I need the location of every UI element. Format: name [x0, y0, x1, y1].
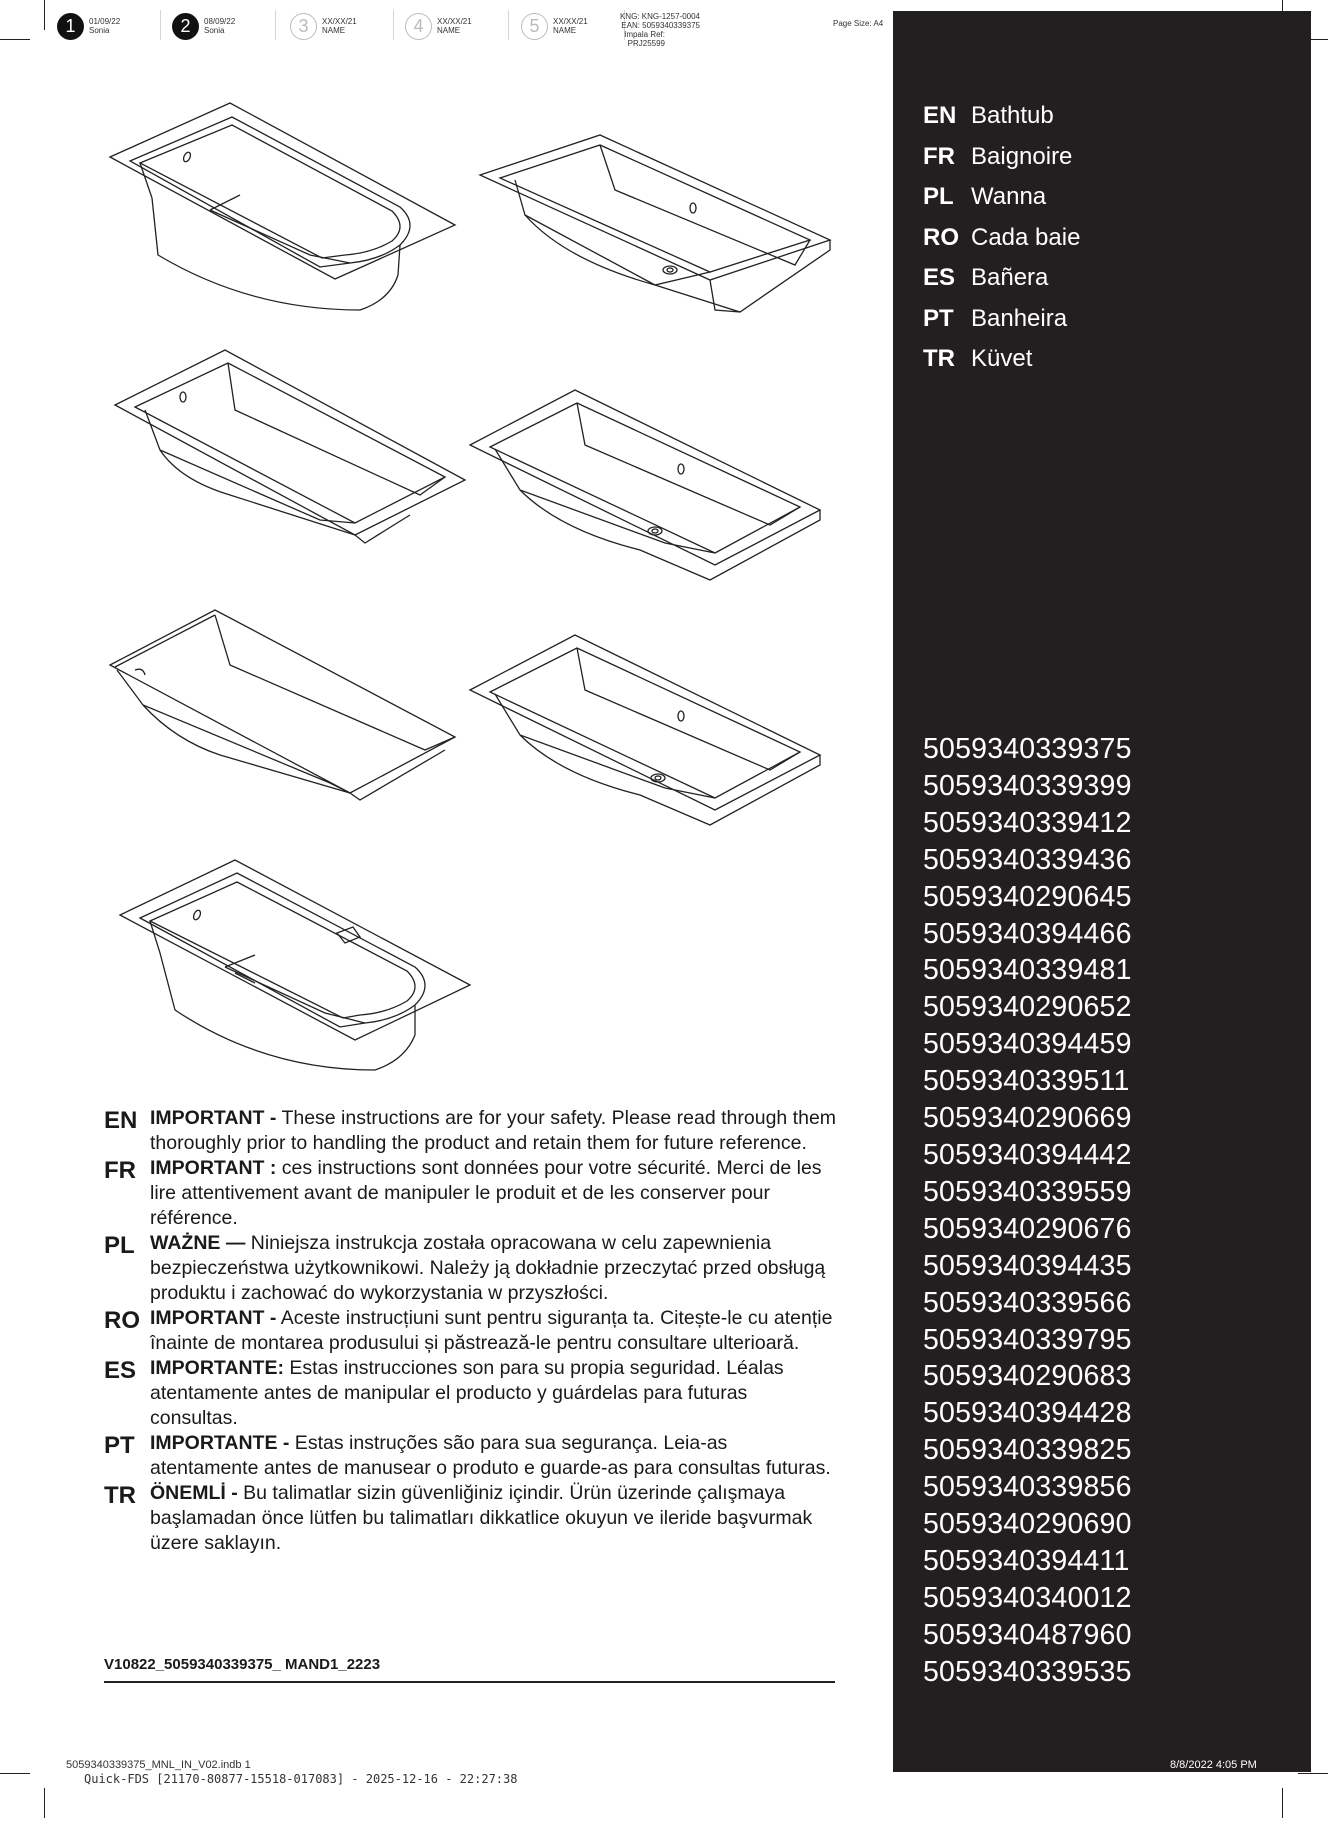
- ean-item: 5059340339511: [923, 1065, 1130, 1098]
- stage-number: 3: [290, 13, 317, 40]
- product-name-es: [923, 263, 1048, 293]
- ean-item: 5059340339825: [923, 1434, 1132, 1467]
- product-name: Banheira: [971, 304, 1068, 332]
- language-code: FR: [923, 142, 955, 170]
- stage-date: XX/XX/21: [322, 17, 357, 26]
- ean-item: 5059340394442: [923, 1138, 1132, 1171]
- language-code: FR: [104, 1157, 136, 1184]
- approval-stage: [290, 11, 357, 41]
- instruction-lead: IMPORTANTE:: [150, 1357, 284, 1379]
- crop-mark: [44, 1788, 45, 1818]
- approval-stage: [57, 11, 120, 41]
- bathtub-drawing-3: [110, 345, 470, 545]
- instruction-ro: [104, 1306, 839, 1356]
- reference-block: [600, 12, 740, 48]
- footer-fds: Quick-FDS [21170-80877-15518-017083] - 2025-12-16 - 22:27:38: [84, 1772, 518, 1786]
- product-name-ro: [923, 223, 1080, 253]
- instruction-text: IMPORTANT - Aceste instrucțiuni sunt pentru siguranța ta. Citește-le cu atenție înainte de montarea produsului și păstrează-le pentru consultare ulterioară.: [150, 1307, 833, 1354]
- product-name-pt: [923, 304, 1067, 334]
- product-name: Küvet: [971, 345, 1033, 372]
- product-name-tr: [923, 344, 1032, 374]
- kng-code: KNG: KNG-1257-0004: [619, 12, 700, 21]
- ean-item: 5059340394435: [923, 1249, 1132, 1282]
- bathtub-drawing-1: [100, 95, 470, 320]
- bathtub-drawing-2: [475, 130, 835, 330]
- ean-item: 5059340339856: [923, 1471, 1132, 1504]
- stage-meta: [437, 17, 472, 35]
- ean-item: 5059340339375: [923, 733, 1132, 765]
- stage-name: Sonia: [89, 26, 110, 35]
- stage-meta: [89, 17, 120, 35]
- ean-item: 5059340339535: [923, 1655, 1132, 1688]
- stage-number: 1: [57, 13, 84, 40]
- instruction-tr: [104, 1481, 839, 1556]
- instruction-lead: ÖNEMLİ -: [150, 1482, 238, 1504]
- ean-item: 5059340339559: [923, 1175, 1132, 1208]
- ean-item: 5059340290690: [923, 1508, 1132, 1541]
- crop-mark: [1298, 1773, 1328, 1774]
- approval-stage: [172, 11, 235, 41]
- ean-item: 5059340290652: [923, 991, 1132, 1024]
- stage-date: 08/09/22: [204, 17, 236, 26]
- stage-divider: [508, 10, 509, 40]
- language-code: ES: [104, 1357, 137, 1384]
- stage-divider: [160, 10, 161, 40]
- instruction-lead: IMPORTANT -: [150, 1307, 277, 1329]
- ean-item: 5059340339436: [923, 843, 1132, 876]
- language-code: PL: [923, 183, 954, 210]
- stage-name: NAME: [437, 26, 461, 35]
- instruction-text: IMPORTANT : ces instructions sont données pour votre sécurité. Merci de les lire attentivement avant de manipuler le produit et de les conserver pour référence.: [150, 1157, 822, 1229]
- instruction-lead: IMPORTANT -: [150, 1107, 277, 1129]
- product-name: Wanna: [971, 183, 1047, 210]
- stage-meta: [204, 17, 235, 35]
- ean-item: 5059340290676: [923, 1212, 1132, 1245]
- stage-name: NAME: [553, 26, 577, 35]
- ean-item: 5059340290645: [923, 880, 1132, 913]
- stage-meta: [322, 17, 357, 35]
- ean-item: 5059340339412: [923, 806, 1132, 839]
- crop-mark: [0, 1773, 30, 1774]
- stage-divider: [393, 10, 394, 40]
- language-code: EN: [104, 1107, 138, 1134]
- language-code: RO: [104, 1307, 140, 1334]
- product-name: Cada baie: [971, 223, 1081, 251]
- stage-number: 5: [521, 13, 548, 40]
- ean-item: 5059340394459: [923, 1028, 1132, 1061]
- language-code: EN: [923, 102, 957, 129]
- language-code: PL: [104, 1232, 135, 1259]
- ean-item: 5059340394428: [923, 1397, 1132, 1430]
- ean-item: 5059340394411: [923, 1544, 1130, 1577]
- bathtub-drawing-7: [115, 855, 480, 1080]
- language-code: RO: [923, 223, 959, 251]
- instruction-text: IMPORTANTE - Estas instruções são para sua segurança. Leia-as atentamente antes de manusear o produto e guarde-as para consultas futuras.: [150, 1432, 831, 1479]
- bathtub-drawing-4: [465, 385, 825, 585]
- instruction-fr: [104, 1156, 839, 1231]
- crop-mark: [1282, 1788, 1283, 1818]
- ean-item: 5059340339399: [923, 769, 1132, 802]
- product-name: Bathtub: [971, 102, 1054, 129]
- footer-print-date: 8/8/2022 4:05 PM: [1170, 1759, 1257, 1771]
- language-code: PT: [923, 304, 954, 332]
- language-code: PT: [104, 1432, 135, 1459]
- approval-stage: [521, 11, 588, 41]
- language-code: TR: [104, 1482, 136, 1509]
- approval-stage: [405, 11, 472, 41]
- stage-date: XX/XX/21: [437, 17, 472, 26]
- ean-item: 5059340340012: [923, 1581, 1132, 1614]
- product-name-en: [923, 101, 1054, 131]
- ean-code: EAN: 5059340339375: [621, 21, 700, 30]
- stage-number: 2: [172, 13, 199, 40]
- product-name-pl: [923, 182, 1046, 212]
- instruction-lead: WAŻNE —: [150, 1232, 246, 1254]
- product-name: Bañera: [971, 264, 1049, 291]
- product-panel: [893, 11, 1311, 1772]
- crop-mark: [44, 0, 45, 30]
- document-reference: V10822_5059340339375_ MAND1_2223: [104, 1656, 381, 1673]
- instruction-lead: IMPORTANTE -: [150, 1432, 290, 1454]
- ean-item: 5059340339566: [923, 1286, 1132, 1319]
- instruction-text: WAŻNE — Niniejsza instrukcja została opracowana w celu zapewnienia bezpieczeństwa użytkownikowi. Należy ją dokładnie przeczytać przed obsługą produktu i zachować do wykorzystania w przyszłości.: [150, 1232, 826, 1304]
- ean-item: 5059340487960: [923, 1618, 1132, 1651]
- ean-list: [923, 731, 1132, 1691]
- bathtub-drawing-5: [105, 605, 465, 805]
- instruction-text: IMPORTANT - These instructions are for your safety. Please read through them thoroughly prior to handling the product and retain them for future reference.: [150, 1107, 837, 1154]
- crop-mark: [0, 39, 30, 40]
- ean-item: 5059340339795: [923, 1323, 1132, 1356]
- stage-divider: [275, 10, 276, 40]
- stage-meta: [553, 17, 588, 35]
- instruction-text: ÖNEMLİ - Bu talimatlar sizin güvenliğiniz içindir. Ürün üzerinde çalışmaya başlamadan önce lütfen bu talimatları dikkatlice okuyun ve ileride başvurmak üzere saklayın.: [150, 1482, 813, 1554]
- footer-file: 5059340339375_MNL_IN_V02.indb 1: [66, 1759, 251, 1771]
- language-code: ES: [923, 264, 956, 291]
- product-name-fr: [923, 142, 1072, 172]
- ean-item: 5059340394466: [923, 917, 1132, 950]
- stage-date: XX/XX/21: [553, 17, 588, 26]
- bathtub-drawing-6: [465, 630, 825, 830]
- stage-date: 01/09/22: [89, 17, 121, 26]
- ean-item: 5059340290683: [923, 1360, 1132, 1393]
- instruction-text: IMPORTANTE: Estas instrucciones son para su propia seguridad. Léalas atentamente antes de manipular el producto y guárdelas para futuras consultas.: [150, 1357, 784, 1429]
- ean-item: 5059340290669: [923, 1102, 1132, 1135]
- instruction-pl: [104, 1231, 839, 1306]
- divider: [104, 1681, 835, 1683]
- stage-name: NAME: [322, 26, 346, 35]
- instruction-es: [104, 1356, 839, 1431]
- instruction-en: [104, 1106, 839, 1156]
- instruction-lead: IMPORTANT :: [150, 1157, 277, 1179]
- product-name: Baignoire: [971, 142, 1073, 170]
- ean-item: 5059340339481: [923, 954, 1132, 987]
- language-code: TR: [923, 345, 955, 372]
- stage-name: Sonia: [204, 26, 225, 35]
- page-size: Page Size: A4: [833, 19, 884, 28]
- instruction-pt: [104, 1431, 839, 1481]
- safety-instructions: [104, 1106, 839, 1556]
- stage-number: 4: [405, 13, 432, 40]
- impala-ref: Impala Ref: PRJ25599: [624, 30, 665, 48]
